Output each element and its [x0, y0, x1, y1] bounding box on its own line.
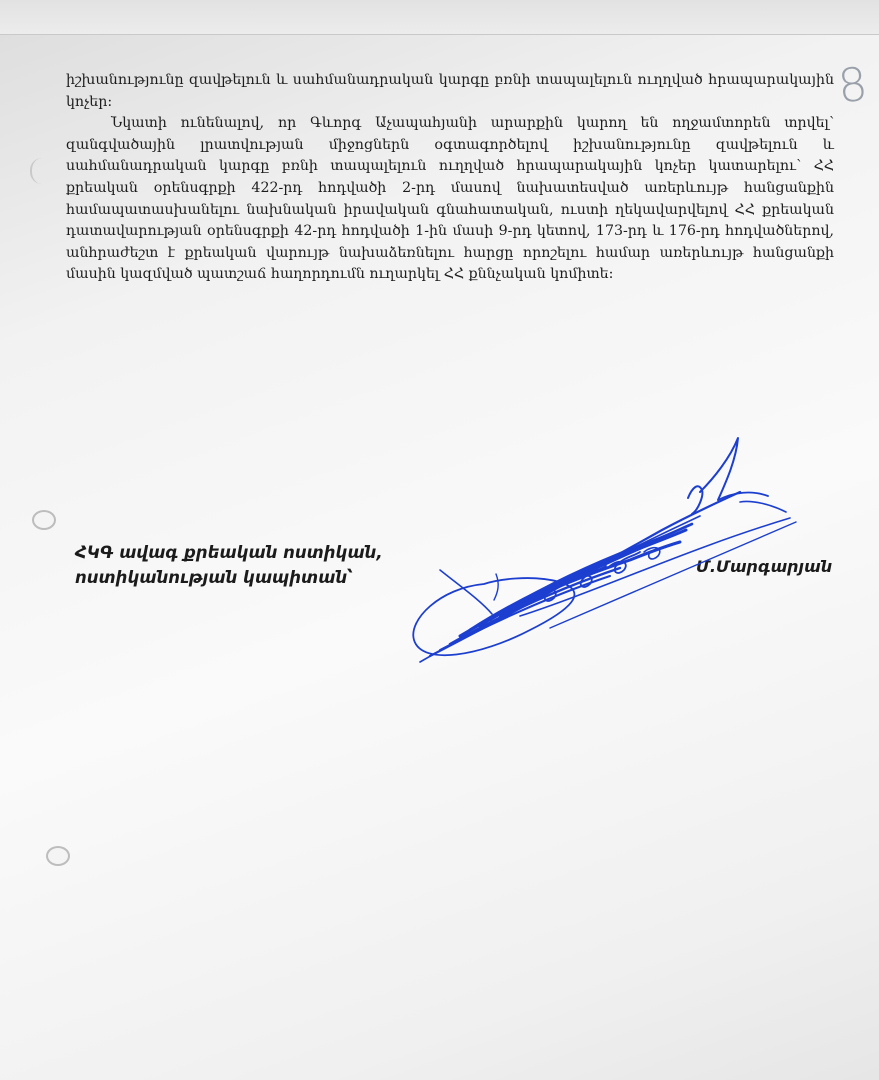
page-top-edge [0, 0, 879, 35]
document-body [66, 70, 834, 286]
page-number: 8 [835, 56, 869, 114]
handwritten-signature [400, 430, 820, 680]
paragraph-2: Նկատի ունենալով, որ Գևորգ Աչապահյանի արարքին կարող են ողջամտորեն տրվել՝ զանգվածային լրատվության միջոցներն օգտագործելով իշխանությունը զավթելուն և սահմանադրական կարգը բռնի տապալելուն ուղղված հրապարակային կոչեր կատարելու՝ ՀՀ քրեական օրենսգրքի 422-րդ հոդվածի 2-րդ մասով նախատեսված առերևույթ հանցանքին համապատասխանելու նախնական իրավական գնահատական, ուստի ղեկավարվելով ՀՀ քրեական դատավարության օրենսգրքի 42-րդ հոդվածի 1-ին մասի 9-րդ կետով, 173-րդ և 176-րդ հոդվածներով, անհրաժեշտ է քրեական վարույթ նախաձեռնելու հարցը որոշելու համար առերևույթ հանցանքի մասին կազմված պատշաճ հաղորդումն ուղարկել ՀՀ քննչական կոմիտե: [66, 115, 834, 283]
margin-mark [30, 158, 44, 184]
signer-title-line-2: ոստիկանության կապիտան՝ [75, 568, 353, 587]
punch-hole [46, 846, 70, 866]
signer-title-line-1: ՀԿԳ ավագ քրեական ոստիկան, [75, 543, 383, 562]
punch-hole [32, 510, 56, 530]
paragraph-1: իշխանությունը զավթելուն և սահմանադրական կարգը բռնի տապալելուն ուղղված հրապարակային կոչեր: [66, 72, 834, 110]
signer-title [75, 540, 383, 590]
signer-name: Մ.Մարգարյան [696, 557, 833, 576]
